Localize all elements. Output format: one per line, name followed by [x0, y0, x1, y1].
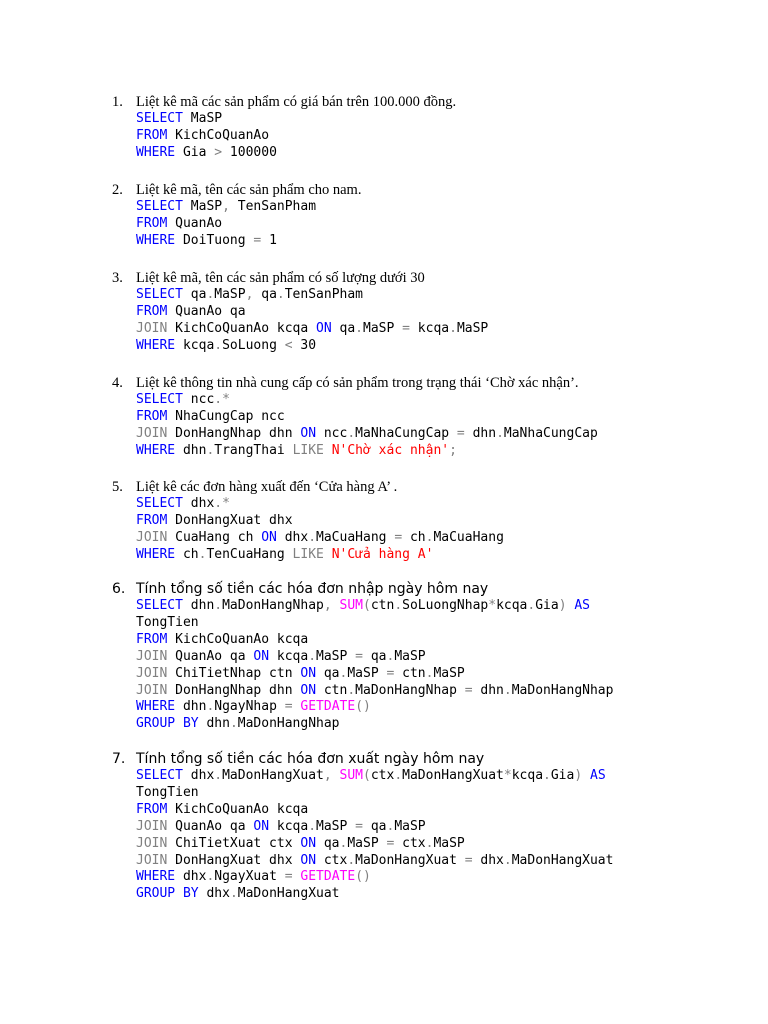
sql-keyword: FROM: [136, 512, 168, 528]
code-line: [136, 768, 613, 785]
sql-operator: JOIN: [136, 425, 168, 441]
sql-identifier: qa: [363, 818, 387, 834]
sql-operator: .: [449, 320, 457, 336]
sql-identifier: dhn: [472, 682, 504, 698]
sql-identifier: MaSP: [433, 835, 465, 851]
sql-identifier: TrangThai: [214, 442, 293, 458]
sql-keyword: FROM: [136, 303, 168, 319]
sql-string: N'Cửa hàng A': [331, 546, 434, 562]
item-number: 4.: [112, 375, 123, 391]
sql-identifier: MaSP: [433, 665, 465, 681]
sql-operator: .: [214, 337, 223, 353]
sql-keyword: SELECT: [136, 598, 183, 613]
code-line: [136, 802, 613, 819]
sql-identifier: dhn: [182, 598, 215, 613]
sql-identifier: [324, 443, 332, 458]
code-line: [136, 547, 504, 564]
code-line: [136, 287, 488, 304]
sql-keyword: FROM: [136, 215, 168, 231]
sql-identifier: MaDonHangNhap: [511, 682, 614, 698]
sql-identifier: qa: [253, 287, 277, 302]
sql-identifier: CuaHang ch: [167, 529, 262, 545]
sql-operator: =: [464, 682, 473, 698]
sql-operator: .: [206, 287, 215, 302]
sql-identifier: MaSP: [182, 199, 223, 214]
sql-identifier: KichCoQuanAo kcqa: [167, 801, 309, 817]
sql-identifier: MaSP: [394, 818, 426, 834]
sql-identifier: MaNhaCungCap: [355, 425, 457, 441]
sql-operator: .: [339, 665, 348, 681]
sql-operator: .: [503, 682, 512, 698]
sql-identifier: MaDonHangXuat: [402, 768, 504, 783]
code-line: [136, 615, 613, 632]
sql-operator: JOIN: [136, 835, 168, 851]
sql-function: GETDATE: [300, 699, 356, 715]
code-line: [136, 304, 488, 321]
item-question: Liệt kê mã, tên các sản phẩm cho nam.: [136, 182, 362, 198]
sql-identifier: MaDonHangXuat: [237, 886, 340, 902]
sql-identifier: MaDonHangXuat: [222, 768, 324, 783]
sql-identifier: TongTien: [136, 614, 199, 630]
sql-operator: JOIN: [136, 529, 168, 545]
sql-identifier: MaSP: [316, 648, 356, 664]
sql-identifier: dhn: [175, 699, 207, 715]
item-number: 5.: [112, 479, 123, 495]
code-line: [136, 216, 316, 233]
code-line: [136, 443, 598, 460]
sql-identifier: MaDonHangNhap: [222, 598, 324, 613]
sql-identifier: qa: [316, 665, 340, 681]
sql-operator: JOIN: [136, 852, 168, 868]
sql-identifier: MaSP: [182, 111, 223, 126]
sql-identifier: kcqa: [269, 818, 309, 834]
sql-identifier: ctx: [394, 835, 426, 851]
sql-identifier: NgayXuat: [214, 869, 285, 885]
sql-operator: .: [229, 886, 238, 902]
code-line: [136, 409, 598, 426]
sql-identifier: MaDonHangXuat: [511, 852, 614, 868]
sql-identifier: KichCoQuanAo: [167, 127, 270, 143]
sql-identifier: ncc: [182, 392, 215, 407]
sql-identifier: DonHangXuat dhx: [167, 512, 293, 528]
sql-identifier: [332, 598, 340, 613]
sql-identifier: dhx: [182, 496, 215, 511]
item-question: Liệt kê thông tin nhà cung cấp có sản phẩm trong trạng thái ‘Chờ xác nhận’.: [136, 375, 579, 391]
code-line: [136, 233, 316, 250]
item-number: 3.: [112, 270, 123, 286]
sql-operator: =: [284, 699, 293, 715]
sql-keyword: WHERE: [136, 869, 176, 885]
sql-operator: .: [308, 648, 317, 664]
code-line: [136, 530, 504, 547]
sql-operator: .: [496, 425, 504, 441]
sql-identifier: QuanAo qa: [167, 818, 254, 834]
code-line: [136, 819, 613, 836]
sql-identifier: TenSanPham: [284, 287, 364, 302]
sql-code-block: [136, 598, 613, 733]
sql-keyword: ON: [300, 852, 317, 868]
sql-operator: (): [355, 699, 371, 715]
code-line: [136, 632, 613, 649]
sql-identifier: QuanAo qa: [167, 303, 246, 319]
sql-operator: .: [308, 818, 317, 834]
code-line: [136, 716, 613, 733]
sql-keyword: ON: [261, 529, 277, 545]
sql-identifier: ch: [175, 546, 199, 562]
code-line: [136, 785, 613, 802]
code-line: [136, 199, 316, 216]
sql-identifier: dhx: [198, 886, 230, 902]
code-line: [136, 699, 613, 716]
sql-identifier: SoLuongNhap: [402, 598, 489, 613]
sql-identifier: ctn: [370, 598, 395, 613]
sql-string: N'Chờ xác nhận': [331, 442, 450, 458]
sql-keyword: WHERE: [136, 144, 176, 160]
sql-operator: =: [464, 852, 473, 868]
sql-identifier: DonHangNhap dhn: [167, 425, 301, 441]
sql-identifier: [324, 547, 332, 562]
sql-keyword: GROUP BY: [136, 716, 199, 732]
sql-identifier: kcqa: [496, 598, 528, 613]
sql-operator: .: [206, 699, 215, 715]
code-line: [136, 426, 598, 443]
sql-operator: =: [355, 818, 363, 834]
sql-identifier: qa: [363, 648, 387, 664]
sql-operator: ,: [323, 598, 332, 613]
sql-keyword: FROM: [136, 631, 168, 647]
sql-operator: JOIN: [136, 818, 168, 834]
sql-function: SUM: [339, 768, 363, 783]
sql-operator: .: [394, 598, 403, 613]
code-line: [136, 853, 613, 870]
code-line: [136, 886, 613, 903]
sql-keyword: AS: [574, 598, 590, 613]
sql-function: GETDATE: [300, 869, 356, 885]
sql-operator: JOIN: [136, 648, 168, 664]
sql-operator: .: [425, 529, 434, 545]
item-number: 2.: [112, 182, 123, 198]
sql-identifier: MaCuaHang: [316, 529, 395, 545]
sql-operator: .: [425, 665, 434, 681]
sql-keyword: WHERE: [136, 699, 176, 715]
sql-identifier: [582, 768, 590, 783]
sql-identifier: TenSanPham: [229, 199, 317, 214]
sql-operator: (: [363, 768, 371, 783]
sql-operator: *: [503, 768, 512, 783]
code-line: [136, 338, 488, 355]
sql-operator: (): [355, 869, 371, 885]
sql-identifier: DoiTuong: [175, 232, 254, 248]
sql-identifier: KichCoQuanAo kcqa: [167, 631, 309, 647]
sql-operator: .: [347, 425, 356, 441]
sql-identifier: MaDonHangNhap: [237, 716, 340, 732]
item-number: 6.: [112, 581, 126, 597]
sql-identifier: dhn: [464, 425, 497, 441]
code-line: [136, 683, 613, 700]
sql-identifier: dhx: [175, 869, 207, 885]
sql-operator: =: [253, 232, 262, 248]
sql-operator: JOIN: [136, 665, 168, 681]
sql-operator: =: [386, 835, 395, 851]
sql-operator: .: [229, 716, 238, 732]
sql-operator: .: [355, 320, 363, 336]
sql-keyword: WHERE: [136, 232, 176, 248]
sql-identifier: dhn: [175, 442, 207, 458]
sql-identifier: NgayNhap: [214, 699, 285, 715]
sql-operator: .: [386, 648, 395, 664]
sql-identifier: SoLuong: [222, 337, 285, 353]
sql-operator: .: [527, 598, 536, 613]
sql-operator: =: [355, 648, 363, 664]
sql-operator: <: [284, 337, 293, 353]
sql-keyword: ON: [253, 818, 270, 834]
sql-identifier: NhaCungCap ncc: [167, 408, 285, 424]
sql-operator: .: [276, 287, 285, 302]
code-line: [136, 496, 504, 513]
sql-operator: LIKE: [292, 442, 324, 458]
sql-identifier: dhx: [182, 768, 215, 783]
sql-keyword: ON: [300, 835, 317, 851]
sql-operator: ,: [245, 287, 254, 302]
sql-identifier: MaNhaCungCap: [503, 425, 598, 441]
code-line: [136, 145, 277, 162]
sql-operator: =: [456, 425, 465, 441]
sql-operator: .: [503, 852, 512, 868]
sql-keyword: ON: [300, 425, 317, 441]
sql-operator: =: [394, 529, 403, 545]
sql-keyword: ON: [300, 682, 317, 698]
item-number: 7.: [112, 751, 126, 767]
sql-operator: .: [347, 852, 356, 868]
sql-keyword: SELECT: [136, 111, 183, 126]
sql-operator: .: [198, 546, 207, 562]
sql-keyword: SELECT: [136, 768, 183, 783]
sql-operator: .*: [214, 496, 230, 511]
sql-identifier: kcqa: [175, 337, 215, 353]
sql-identifier: kcqa: [409, 320, 450, 336]
sql-identifier: ch: [402, 529, 426, 545]
sql-identifier: ctx: [370, 768, 395, 783]
sql-keyword: ON: [300, 665, 317, 681]
sql-identifier: QuanAo: [167, 215, 223, 231]
sql-operator: *: [488, 598, 497, 613]
sql-identifier: qa: [331, 320, 356, 336]
sql-operator: JOIN: [136, 682, 168, 698]
sql-keyword: SELECT: [136, 392, 183, 407]
sql-operator: LIKE: [292, 546, 324, 562]
sql-identifier: DonHangXuat dhx: [167, 852, 301, 868]
sql-operator: .: [214, 598, 223, 613]
sql-keyword: FROM: [136, 127, 168, 143]
sql-operator: .: [347, 682, 356, 698]
sql-keyword: GROUP BY: [136, 886, 199, 902]
code-line: [136, 513, 504, 530]
sql-identifier: [332, 768, 340, 783]
code-line: [136, 392, 598, 409]
sql-identifier: MaSP: [363, 320, 403, 336]
sql-operator: ,: [323, 768, 332, 783]
sql-keyword: ON: [253, 648, 270, 664]
sql-operator: .: [543, 768, 551, 783]
sql-identifier: kcqa: [269, 648, 309, 664]
sql-operator: (: [363, 598, 371, 613]
sql-identifier: Gia: [535, 598, 559, 613]
sql-identifier: MaDonHangXuat: [355, 852, 465, 868]
sql-code-block: [136, 287, 488, 355]
sql-identifier: ctx: [316, 852, 348, 868]
sql-keyword: ON: [316, 320, 332, 336]
sql-identifier: MaSP: [316, 818, 356, 834]
sql-function: SUM: [339, 598, 363, 613]
sql-operator: =: [284, 869, 293, 885]
sql-keyword: SELECT: [136, 199, 183, 214]
sql-identifier: ctn: [316, 682, 348, 698]
sql-keyword: SELECT: [136, 496, 183, 511]
sql-operator: .: [339, 835, 348, 851]
item-question: Liệt kê mã, tên các sản phẩm có số lượng dưới 30: [136, 270, 425, 286]
sql-identifier: MaSP: [456, 320, 489, 336]
sql-operator: .*: [214, 392, 230, 407]
sql-identifier: DonHangNhap dhn: [167, 682, 301, 698]
sql-operator: .: [206, 442, 215, 458]
sql-identifier: KichCoQuanAo kcqa: [167, 320, 317, 336]
sql-identifier: TenCuaHang: [206, 546, 293, 562]
item-question: Liệt kê mã các sản phẩm có giá bán trên 100.000 đồng.: [136, 94, 457, 110]
code-line: [136, 321, 488, 338]
sql-identifier: 100000: [222, 144, 277, 160]
item-number: 1.: [112, 94, 123, 110]
code-line: [136, 128, 277, 145]
sql-keyword: AS: [590, 768, 606, 783]
sql-identifier: ncc: [316, 425, 348, 441]
sql-operator: ,: [222, 199, 230, 214]
sql-identifier: MaSP: [214, 287, 246, 302]
code-line: [136, 666, 613, 683]
sql-identifier: kcqa: [511, 768, 544, 783]
sql-keyword: WHERE: [136, 546, 176, 562]
code-line: [136, 598, 613, 615]
sql-operator: .: [214, 768, 223, 783]
sql-keyword: FROM: [136, 801, 168, 817]
sql-identifier: ChiTietXuat ctx: [167, 835, 301, 851]
sql-keyword: WHERE: [136, 337, 176, 353]
sql-identifier: 30: [292, 337, 317, 353]
sql-identifier: dhn: [198, 716, 230, 732]
sql-code-block: [136, 199, 316, 250]
sql-identifier: qa: [182, 287, 207, 302]
sql-operator: >: [214, 144, 223, 160]
sql-identifier: MaSP: [394, 648, 426, 664]
sql-operator: ): [558, 598, 567, 613]
sql-operator: =: [386, 665, 395, 681]
sql-identifier: dhx: [276, 529, 309, 545]
sql-operator: .: [308, 529, 317, 545]
sql-code-block: [136, 768, 613, 903]
item-question: Tính tổng số tiền các hóa đơn xuất ngày hôm nay: [136, 751, 485, 767]
sql-code-block: [136, 111, 277, 162]
sql-identifier: MaSP: [347, 665, 387, 681]
code-line: [136, 111, 277, 128]
sql-identifier: TongTien: [136, 784, 199, 800]
sql-operator: ): [574, 768, 583, 783]
sql-operator: .: [206, 869, 215, 885]
sql-identifier: ChiTietNhap ctn: [167, 665, 301, 681]
sql-identifier: QuanAo qa: [167, 648, 254, 664]
sql-keyword: WHERE: [136, 442, 176, 458]
sql-operator: JOIN: [136, 320, 168, 336]
sql-operator: =: [402, 320, 410, 336]
sql-identifier: ctn: [394, 665, 426, 681]
sql-code-block: [136, 392, 598, 460]
sql-keyword: SELECT: [136, 287, 183, 302]
sql-identifier: MaSP: [347, 835, 387, 851]
sql-operator: .: [394, 768, 403, 783]
item-question: Tính tổng số tiền các hóa đơn nhập ngày hôm nay: [136, 581, 489, 597]
code-line: [136, 649, 613, 666]
item-question: Liệt kê các đơn hàng xuất đến ‘Cửa hàng A’ .: [136, 479, 398, 495]
sql-operator: .: [386, 818, 395, 834]
sql-identifier: qa: [316, 835, 340, 851]
code-line: [136, 869, 613, 886]
sql-code-block: [136, 496, 504, 564]
sql-identifier: dhx: [472, 852, 504, 868]
sql-keyword: FROM: [136, 408, 168, 424]
code-line: [136, 836, 613, 853]
sql-operator: ;: [449, 442, 457, 458]
sql-identifier: MaDonHangNhap: [355, 682, 465, 698]
sql-identifier: MaCuaHang: [433, 529, 504, 545]
sql-identifier: Gia: [175, 144, 215, 160]
sql-operator: .: [425, 835, 434, 851]
sql-identifier: Gia: [550, 768, 575, 783]
sql-identifier: 1: [261, 232, 277, 248]
